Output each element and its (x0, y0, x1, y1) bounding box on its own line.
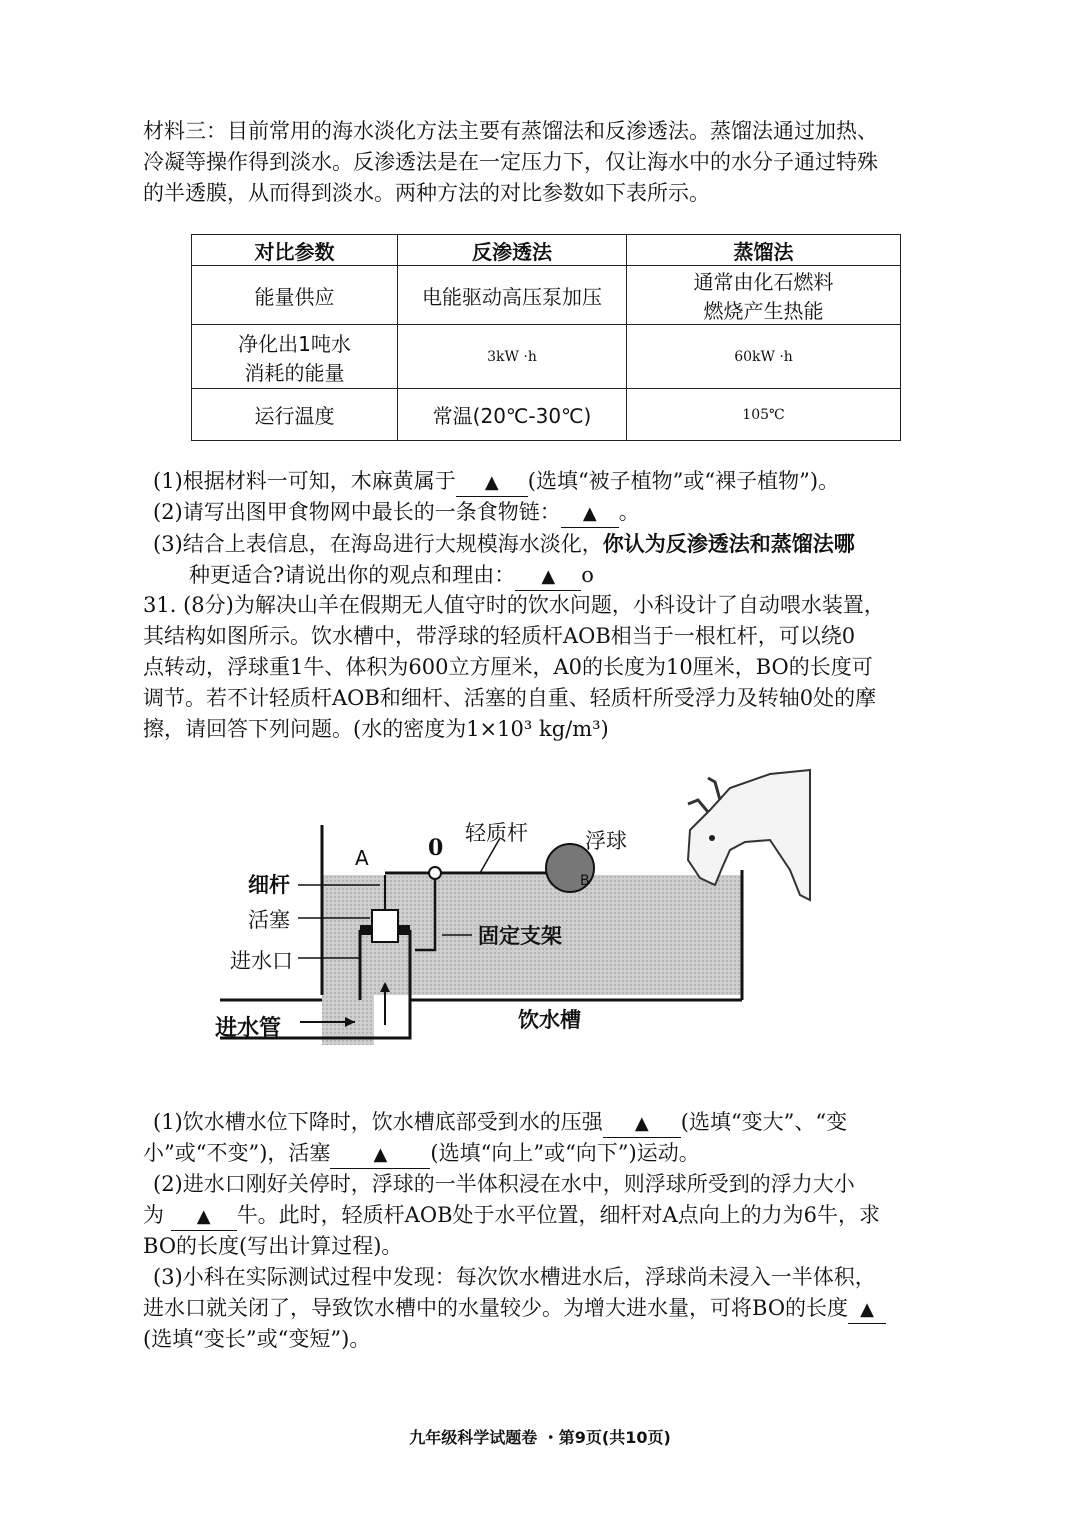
question-line (143, 1262, 943, 1293)
question-text-bold: 你认为反渗透法和蒸馏法哪 (602, 531, 855, 556)
triangle-mark: ▲ (484, 472, 499, 493)
cell-line: 消耗的能量 (244, 360, 345, 385)
text-line: 31. (8分)为解决山羊在假期无人值守时的饮水问题，小科设计了自动喂水装置， (143, 593, 885, 617)
question-text: (选填“被子植物”或“裸子植物”)。 (527, 469, 840, 493)
comparison-table (191, 234, 901, 441)
question-text: 牛。此时，轻质杆AOB处于水平位置，细杆对A点向上的力为6牛，求 (236, 1203, 881, 1227)
question-line (143, 1107, 943, 1138)
cell-line: 燃烧产生热能 (703, 299, 824, 323)
question-text: (3)小科在实际测试过程中发现：每次饮水槽进水后，浮球尚未浸入一半体积， (153, 1265, 876, 1289)
question-30-subquestions (153, 466, 953, 591)
triangle-mark: ▲ (541, 566, 556, 587)
label-trough: 饮水槽 (518, 1008, 581, 1032)
question-line (143, 1324, 943, 1355)
answer-blank[interactable] (330, 1140, 430, 1169)
question-line (143, 1169, 943, 1200)
table-header-cell: 蒸馏法 (627, 235, 901, 266)
answer-blank[interactable] (561, 499, 619, 528)
table-row (192, 266, 901, 325)
question-line (153, 560, 953, 591)
table-cell: 运行温度 (192, 389, 398, 441)
label-piston: 活塞 (248, 908, 290, 932)
question-line (143, 1231, 943, 1262)
answer-blank[interactable] (171, 1202, 237, 1231)
label-thin-rod: 细杆 (248, 873, 290, 897)
label-b: B (580, 873, 590, 889)
question-text: 小”或“不变”)，活塞 (143, 1141, 331, 1165)
table-row (192, 389, 901, 441)
cell-line: 通常由化石燃料 (693, 270, 834, 294)
question-line (153, 528, 953, 560)
triangle-mark: ▲ (196, 1206, 211, 1227)
question-text: (选填“变大”、“变 (680, 1110, 848, 1134)
table-row (192, 325, 901, 389)
question-text: (选填“变长”或“变短”)。 (143, 1327, 371, 1351)
table-cell: 105℃ (627, 389, 901, 441)
piston (372, 910, 398, 942)
water-feeder-diagram (210, 760, 820, 1050)
material-three-paragraph (143, 116, 943, 209)
page-footer: 九年级科学试题卷 ・第9页(共10页) (409, 1428, 671, 1447)
question-text: (3)结合上表信息，在海岛进行大规模海水淡化， (153, 532, 603, 556)
question-text: 。 (618, 500, 640, 524)
label-rod: 轻质杆 (465, 821, 528, 845)
question-line (143, 1293, 943, 1324)
triangle-mark: ▲ (582, 503, 597, 524)
table-cell: 常温(20℃-30℃) (398, 389, 627, 441)
triangle-mark: ▲ (373, 1144, 388, 1165)
table-header-row (192, 235, 901, 266)
pivot-o (429, 867, 441, 879)
cell-line: 净化出1吨水 (238, 331, 351, 356)
table-cell: 电能驱动高压泵加压 (398, 266, 627, 325)
text-line: 冷凝等操作得到淡水。反渗透法是在一定压力下，仅让海水中的水分子通过特殊 (143, 150, 878, 174)
label-o: 0 (428, 835, 444, 861)
table-cell (192, 325, 398, 389)
question-line (153, 497, 953, 528)
question-text: (2)请写出图甲食物网中最长的一条食物链： (153, 500, 561, 524)
question-text: o (581, 563, 594, 587)
question-text: (1)根据材料一可知，木麻黄属于 (153, 469, 456, 493)
label-inlet: 进水口 (230, 949, 293, 973)
table-cell: 能量供应 (192, 266, 398, 325)
text-line: 擦，请回答下列问题。(水的密度为1×10³ kg/m³) (143, 717, 609, 741)
table-cell: 60kW ·h (627, 325, 901, 389)
text-line: 其结构如图所示。饮水槽中，带浮球的轻质杆AOB相当于一根杠杆，可以绕0 (143, 624, 856, 648)
table-cell (627, 266, 901, 325)
question-text: BO的长度(写出计算过程)。 (143, 1234, 403, 1258)
question-text: 为 (143, 1203, 164, 1227)
question-text: (2)进水口刚好关停时，浮球的一半体积浸在水中，则浮球所受到的浮力大小 (153, 1172, 855, 1196)
answer-blank[interactable] (848, 1295, 886, 1324)
label-pipe: 进水管 (215, 1016, 282, 1041)
answer-blank[interactable] (603, 1109, 681, 1138)
question-text: (1)饮水槽水位下降时，饮水槽底部受到水的压强 (153, 1110, 603, 1134)
question-line (153, 466, 953, 497)
question-31-intro (143, 590, 943, 745)
text-line: 的半透膜，从而得到淡水。两种方法的对比参数如下表所示。 (143, 181, 710, 205)
triangle-mark: ▲ (634, 1113, 649, 1134)
label-float: 浮球 (585, 829, 627, 853)
text-line: 材料三：目前常用的海水淡化方法主要有蒸馏法和反渗透法。蒸馏法通过加热、 (143, 119, 878, 143)
triangle-mark: ▲ (860, 1299, 874, 1320)
goat-illustration (688, 770, 810, 900)
answer-blank[interactable] (515, 562, 581, 591)
question-text: 进水口就关闭了，导致饮水槽中的水量较少。为增大进水量，可将BO的长度 (143, 1296, 849, 1320)
table-header-cell: 反渗透法 (398, 235, 627, 266)
question-text: (选填“向上”或“向下”)运动。 (430, 1141, 700, 1165)
question-text: 种更适合?请说出你的观点和理由： (189, 563, 516, 587)
text-line: 点转动，浮球重1牛、体积为600立方厘米，A0的长度为10厘米，BO的长度可 (143, 655, 873, 679)
question-line (143, 1138, 943, 1169)
text-line: 调节。若不计轻质杆AOB和细杆、活塞的自重、轻质杆所受浮力及转轴0处的摩 (143, 686, 877, 710)
table-header-cell: 对比参数 (192, 235, 398, 266)
label-support: 固定支架 (478, 924, 562, 948)
table-cell: 3kW ·h (398, 325, 627, 389)
label-a: A (355, 846, 369, 870)
question-line (143, 1200, 943, 1231)
answer-blank[interactable] (456, 468, 528, 497)
question-31-subquestions (143, 1107, 943, 1355)
